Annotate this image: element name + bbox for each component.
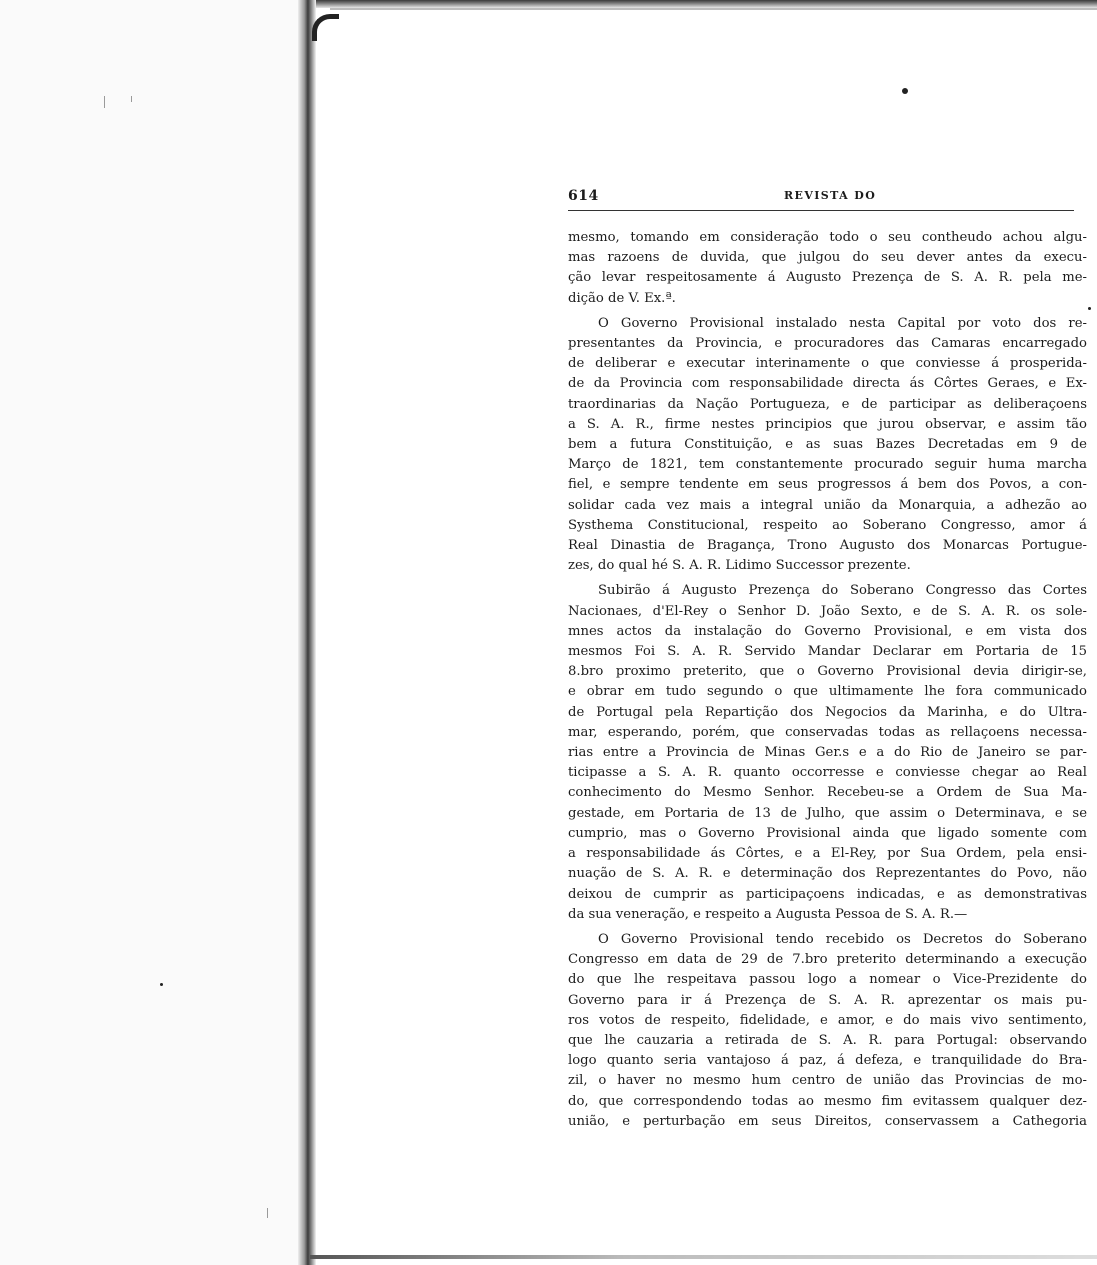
text-line: que lhe cauzaria a retirada de S. A. R. para Portugal: observando: [568, 1032, 1087, 1048]
gutter-curl: [312, 14, 339, 41]
scan-top-edge-line: [330, 8, 1097, 10]
text-line: O Governo Provisional instalado nesta Capital por voto dos re-: [598, 315, 1087, 331]
text-line: rias entre a Provincia de Minas Ger.s e a do Rio de Janeiro se par-: [568, 745, 1087, 761]
text-line: zil, o haver no mesmo hum centro de união das Provincias de mo-: [568, 1073, 1087, 1089]
scan-mark: [267, 1208, 268, 1218]
text-line: Real Dinastia de Bragança, Trono Augusto dos Monarcas Portugue-: [568, 538, 1087, 554]
text-line: Subirão á Augusto Prezença do Soberano Congresso das Cortes: [598, 583, 1087, 599]
scan-speck: [1088, 307, 1091, 310]
text-line: deixou de cumprir as participaçoens indicadas, e as demonstrativas: [568, 886, 1087, 902]
text-line: ticipasse a S. A. R. quanto occorresse e conviesse chegar ao Real: [568, 765, 1087, 781]
text-line: da sua veneração, e respeito a Augusta Pessoa de S. A. R.—: [568, 906, 968, 922]
text-line: mnes actos da instalação do Governo Provisional, e em vista dos: [568, 623, 1087, 639]
paragraph-1: [568, 228, 1087, 309]
scan-bottom-edge: [310, 1255, 1097, 1259]
scan-top-edge: [300, 0, 1097, 8]
text-line: zes, do qual hé S. A. R. Lidimo Successor prezente.: [568, 558, 911, 574]
text-line: do que lhe respeitava passou logo a nomear o Vice-Prezidente do: [568, 972, 1087, 988]
page-header: [568, 188, 1074, 206]
text-line: Março de 1821, tem constantemente procurado seguir huma marcha: [568, 457, 1087, 473]
text-line: de deliberar e executar interinamente o que conviesse á prosperida-: [568, 356, 1087, 372]
text-line: Governo para ir á Prezença de S. A. R. aprezentar os mais pu-: [568, 992, 1087, 1008]
text-line: união, e perturbação em seus Direitos, conservassem a Cathegoria: [568, 1113, 1087, 1129]
text-line: Congresso em data de 29 de 7.bro preterito determinando a execução: [568, 952, 1087, 968]
text-line: de Portugal pela Repartição dos Negocios da Marinha, e do Ultra-: [568, 704, 1087, 720]
scan-mark: [104, 96, 105, 108]
scan-speck: [160, 983, 163, 986]
text-line: solidar cada vez mais a integral união da Monarquia, a adhezão ao: [568, 497, 1087, 513]
text-line: cumprio, mas o Governo Provisional ainda que ligado somente com: [568, 825, 1087, 841]
facing-page-margin: [0, 0, 305, 1265]
running-head: REVISTA DO: [784, 189, 877, 202]
text-line: nuação de S. A. R. e determinação dos Reprezentantes do Povo, não: [568, 866, 1087, 882]
book-gutter-shadow: [298, 0, 316, 1265]
text-line: bem a futura Constituição, e as suas Bazes Decretadas em 9 de: [568, 437, 1087, 453]
text-line: mar, esperando, porém, que conservadas todas as rellaçoens necessa-: [568, 724, 1087, 740]
paragraph-4: [568, 930, 1087, 1132]
paragraph-3: [568, 581, 1087, 924]
text-line: O Governo Provisional tendo recebido os Decretos do Soberano: [598, 931, 1087, 947]
text-line: Nacionaes, d'El-Rey o Senhor D. João Sexto, e de S. A. R. os sole-: [568, 603, 1087, 619]
scan-speck: [902, 88, 908, 94]
text-line: a S. A. R., firme nestes principios que jurou observar, e assim tão: [568, 416, 1087, 432]
text-line: presentantes da Provincia, e procuradores das Camaras encarregado: [568, 336, 1087, 352]
text-line: mas razoens de duvida, que julgou do seu dever antes da execu-: [568, 250, 1087, 266]
text-line: ros votos de respeito, fidelidade, e amor, e do mais vivo sentimento,: [568, 1012, 1087, 1028]
text-line: do, que correspondendo todas ao mesmo fim evitassem qualquer dez-: [568, 1093, 1087, 1109]
text-line: fiel, e sempre tendente em seus progressos á bem dos Povos, a con-: [568, 477, 1087, 493]
scan-mark: [131, 96, 132, 102]
text-line: dição de V. Ex.ª.: [568, 290, 676, 306]
text-line: conhecimento do Mesmo Senhor. Recebeu-se a Ordem de Sua Ma-: [568, 785, 1087, 801]
text-line: 8.bro proximo preterito, que o Governo Provisional devia dirigir-se,: [568, 664, 1087, 680]
page-body: [568, 228, 1087, 1137]
paragraph-2: [568, 314, 1087, 577]
text-line: Systhema Constitucional, respeito ao Soberano Congresso, amor á: [568, 517, 1087, 533]
text-line: logo quanto seria vantajoso á paz, á defeza, e tranquilidade do Bra-: [568, 1053, 1087, 1069]
text-line: mesmo, tomando em consideração todo o seu contheudo achou algu-: [568, 230, 1087, 245]
header-rule: [568, 210, 1074, 211]
page-number: 614: [568, 188, 599, 204]
text-line: e obrar em tudo segundo o que ultimamente lhe fora communicado: [568, 684, 1087, 700]
text-line: gestade, em Portaria de 13 de Julho, que assim o Determinava, e se: [568, 805, 1087, 821]
text-line: mesmos Foi S. A. R. Servido Mandar Declarar em Portaria de 15: [568, 644, 1087, 660]
text-line: de da Provincia com responsabilidade directa ás Côrtes Geraes, e Ex-: [568, 376, 1087, 392]
text-line: ção levar respeitosamente á Augusto Prezença de S. A. R. pela me-: [568, 270, 1087, 286]
text-line: traordinarias da Nação Portugueza, e de participar as deliberaçoens: [568, 396, 1087, 412]
text-line: a responsabilidade ás Côrtes, e a El-Rey, por Sua Ordem, pela ensi-: [568, 846, 1087, 862]
